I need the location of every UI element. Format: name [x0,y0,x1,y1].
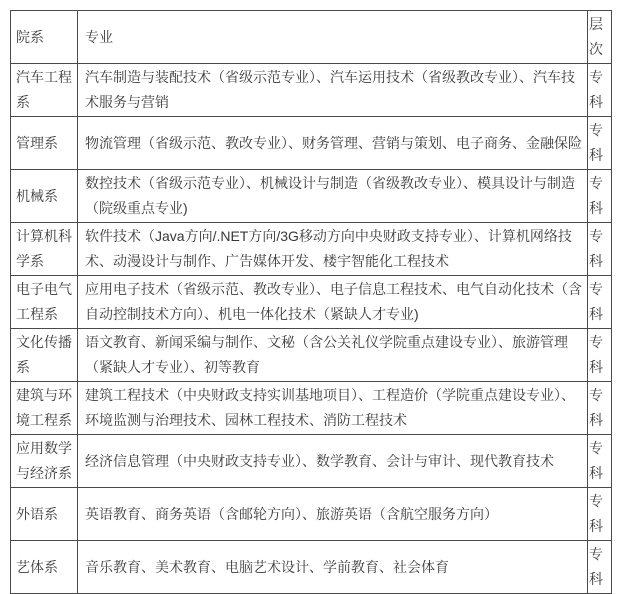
majors-cell: 物流管理（省级示范、教改专业）、财务管理、营销与策划、电子商务、金融保险 [78,117,588,170]
level-cell: 专科 [588,64,612,117]
table-row [11,117,612,170]
table-row [11,170,612,223]
level-cell: 专科 [588,488,612,541]
level-cell: 专科 [588,329,612,382]
table-row [11,64,612,117]
department-cell: 文化传播系 [11,329,78,382]
majors-cell: 汽车制造与装配技术（省级示范专业）、汽车运用技术（省级教改专业）、汽车技术服务与营销 [78,64,588,117]
table-row [11,382,612,435]
table-header [11,11,612,64]
department-cell: 计算机科学系 [11,223,78,276]
table-row [11,329,612,382]
majors-cell: 应用电子技术（省级示范、教改专业）、电子信息工程技术、电气自动化技术（含自动控制技术方向）、机电一体化技术（紧缺人才专业) [78,276,588,329]
department-cell: 管理系 [11,117,78,170]
header-department: 院系 [11,11,78,64]
majors-cell: 语文教育、新闻采编与制作、文秘（含公关礼仪学院重点建设专业）、旅游管理（紧缺人才专业）、初等教育 [78,329,588,382]
majors-cell: 数控技术（省级示范专业）、机械设计与制造（省级教改专业）、模具设计与制造（院级重点专业) [78,170,588,223]
level-cell: 专科 [588,117,612,170]
department-cell: 外语系 [11,488,78,541]
departments-majors-table [10,10,612,594]
level-cell: 专科 [588,435,612,488]
level-cell: 专科 [588,541,612,594]
department-cell: 电子电气工程系 [11,276,78,329]
table-row [11,435,612,488]
majors-cell: 英语教育、商务英语（含邮轮方向）、旅游英语（含航空服务方向） [78,488,588,541]
level-cell: 专科 [588,223,612,276]
header-major: 专业 [78,11,588,64]
header-row [11,11,612,64]
majors-cell: 经济信息管理（中央财政支持专业）、数学教育、会计与审计、现代教育技术 [78,435,588,488]
department-cell: 汽车工程系 [11,64,78,117]
department-cell: 机械系 [11,170,78,223]
majors-cell: 软件技术（Java方向/.NET方向/3G移动方向中央财政支持专业）、计算机网络技术、动漫设计与制作、广告媒体开发、楼宇智能化工程技术 [78,223,588,276]
table-body [11,64,612,594]
table-row [11,223,612,276]
level-cell: 专科 [588,170,612,223]
level-cell: 专科 [588,382,612,435]
department-cell: 建筑与环境工程系 [11,382,78,435]
table-row [11,541,612,594]
table-row [11,488,612,541]
header-level: 层次 [588,11,612,64]
majors-cell: 音乐教育、美术教育、电脑艺术设计、学前教育、社会体育 [78,541,588,594]
majors-cell: 建筑工程技术（中央财政支持实训基地项目）、工程造价（学院重点建设专业）、环境监测与治理技术、园林工程技术、消防工程技术 [78,382,588,435]
department-cell: 艺体系 [11,541,78,594]
level-cell: 专科 [588,276,612,329]
table-row [11,276,612,329]
department-cell: 应用数学与经济系 [11,435,78,488]
